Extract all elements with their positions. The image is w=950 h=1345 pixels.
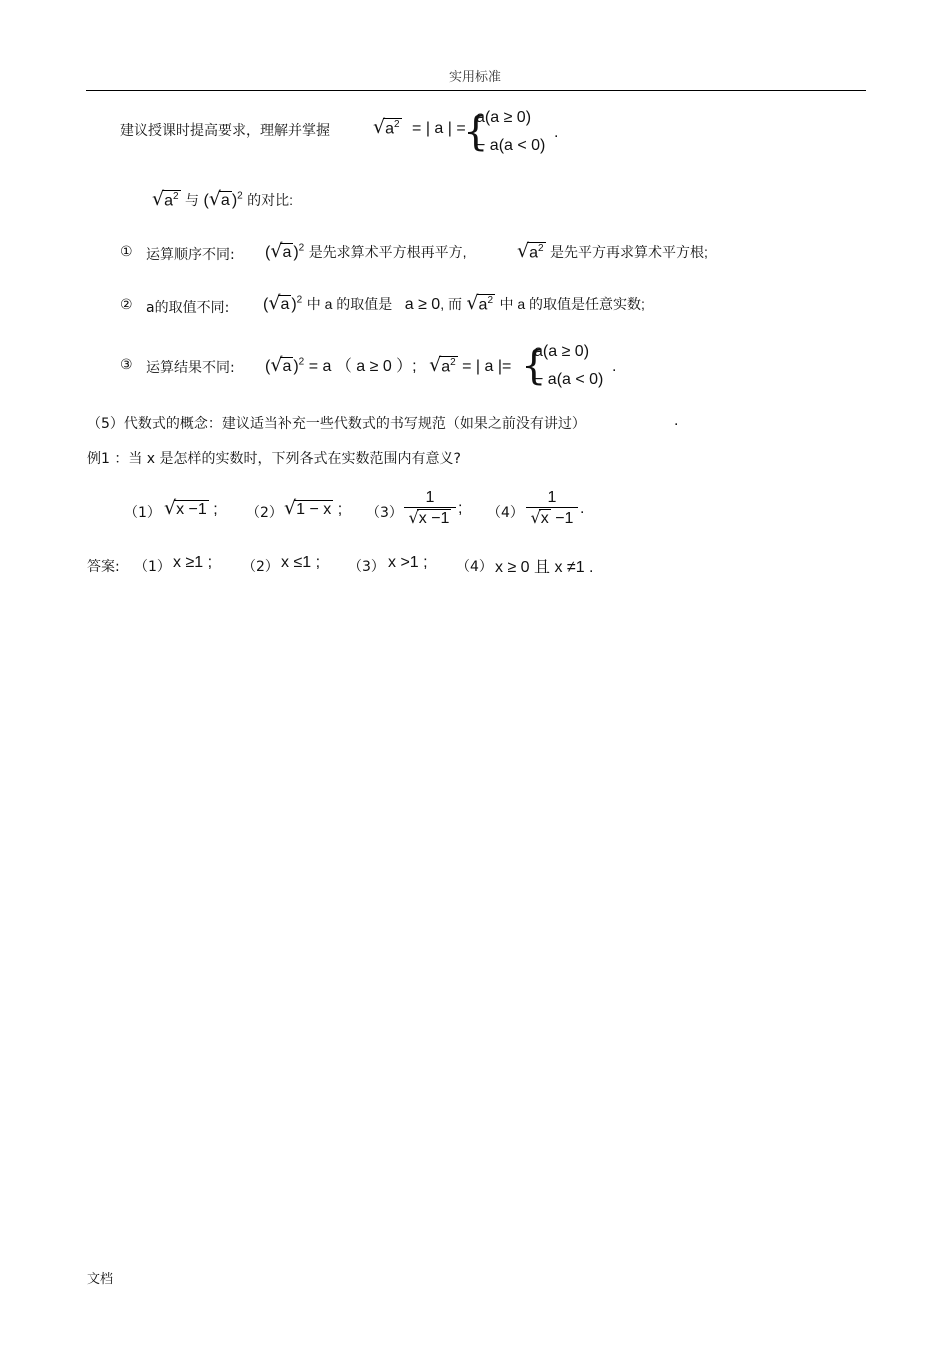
point-3-label: 运算结果不同:: [146, 360, 235, 376]
intro-period: .: [554, 124, 559, 141]
point-1-formula: (√a )$^2$ 是先求算术平方根再平方,: [265, 240, 467, 262]
answer-4-label: （4）: [456, 559, 493, 575]
answer-3-label: （3）: [348, 559, 385, 575]
example-item-1-expr: √x −1 ;: [164, 497, 218, 519]
point-1-formula-2: $√a^2$ 是先平方再求算术平方根;: [517, 240, 708, 262]
point-1-desc-1: 是先求算术平方根再平方,: [308, 244, 467, 260]
header-rule: [86, 90, 866, 91]
point-2-comma: , 而: [440, 296, 462, 312]
compare-yu: 与: [185, 192, 200, 208]
example-item-4-fraction: 1 √x −1: [526, 489, 578, 528]
point-3-formula: (√a )$^2$ = a （ a ≥ 0 ）; $√a^2$ = | a |=: [265, 354, 512, 376]
section-5-period: .: [674, 412, 679, 429]
compare-title-line: $√a^2$ 与 (√a )$^2$ 的对比:: [152, 188, 294, 210]
point-3-brace: {: [521, 343, 547, 389]
page-footer: 文档: [87, 1272, 114, 1287]
example-item-3-fraction: 1 √x −1: [404, 489, 456, 528]
point-3-eq-2: = | a |=: [462, 358, 512, 375]
point-1-label: 运算顺序不同:: [146, 247, 235, 263]
intro-brace: {: [463, 109, 489, 155]
point-2-label: a的取值不同:: [146, 300, 230, 316]
point-3-case-2: − a(a < 0): [534, 371, 604, 388]
example-title: 例1 ：当 x 是怎样的实数时，下列各式在实数范围内有意义?: [87, 451, 461, 467]
point-3-marker: ③: [120, 357, 133, 373]
example-item-2-expr: √1 − x ;: [284, 497, 343, 519]
intro-case-1: a(a ≥ 0): [476, 109, 532, 126]
point-1-marker: ①: [120, 244, 133, 260]
point-2-mid: 中 a 的取值是: [306, 296, 393, 312]
answer-4-value: x ≥ 0 且 x ≠1 .: [495, 559, 594, 576]
point-3-eq-1: = a （ a ≥ 0 ）;: [308, 358, 417, 375]
page-header: 实用标准: [448, 70, 501, 85]
answer-2-label: （2）: [242, 559, 279, 575]
intro-case-2: − a(a < 0): [476, 137, 546, 154]
point-2-cond: a ≥ 0: [404, 296, 441, 313]
answer-3-value: x >1 ;: [388, 554, 428, 571]
point-2-tail: 中 a 的取值是任意实数;: [499, 296, 645, 312]
answer-1-value: x ≥1 ;: [173, 554, 213, 571]
compare-title: 的对比:: [247, 192, 294, 208]
point-2-marker: ②: [120, 297, 133, 313]
answer-label: 答案:: [87, 559, 120, 575]
point-2-formula: (√a )$^2$ 中 a 的取值是 a ≥ 0, 而 $√a^2$ 中 a 的取值是任意实数;: [263, 292, 645, 314]
answer-2-value: x ≤1 ;: [281, 554, 321, 571]
example-item-2-label: （2）: [246, 505, 283, 521]
section-5-text: （5）代数式的概念：建议适当补充一些代数式的书写规范（如果之前没有讲过）: [87, 416, 586, 432]
point-3-period: .: [612, 358, 617, 375]
point-3-case-1: a(a ≥ 0): [534, 343, 590, 360]
answer-1-label: （1）: [134, 559, 171, 575]
intro-formula: $√a^2$ = | a | =: [373, 116, 466, 138]
intro-text: 建议授课时提高要求，理解并掌握: [120, 123, 330, 139]
example-item-4-label: （4）: [487, 505, 524, 521]
example-item-3-label: （3）: [366, 505, 403, 521]
example-item-1-label: （1）: [124, 505, 161, 521]
point-1-desc-2: 是先平方再求算术平方根;: [550, 244, 708, 260]
